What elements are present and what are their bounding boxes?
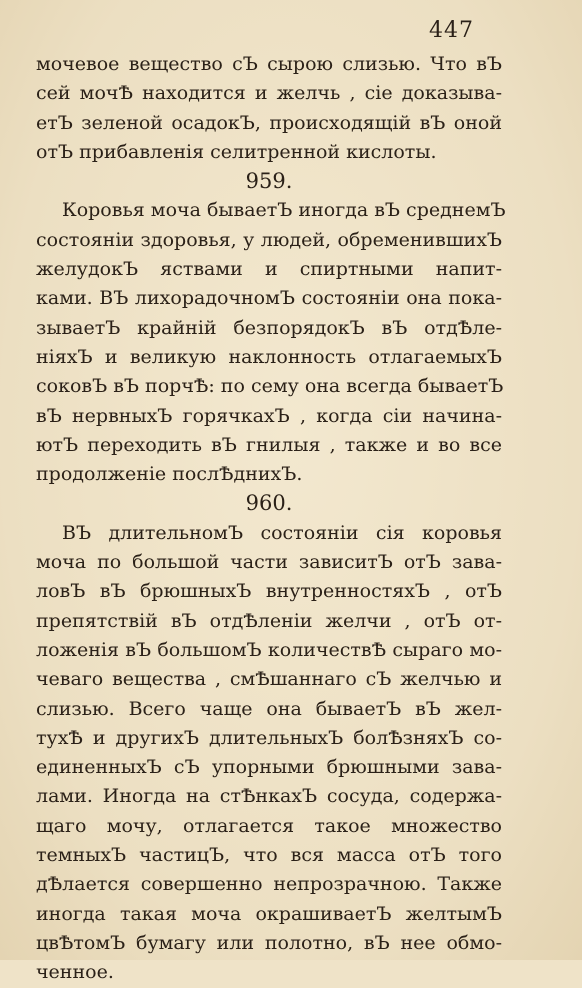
text-line: ложенія вЪ большомЪ количествѢ сыраго мо- xyxy=(36,638,502,661)
text-line: Коровья моча бываетЪ иногда вЪ среднемЪ xyxy=(62,199,506,222)
text-line: тухѢ и другихЪ длительныхЪ болѢзняхЪ со- xyxy=(36,726,502,749)
text-line: ловЪ вЪ брюшныхЪ внутренностяхЪ , отЪ xyxy=(36,580,502,603)
text-line: темныхЪ частицЪ, что вся масса отЪ того xyxy=(36,844,502,867)
text-line: иногда такая моча окрашиваетЪ желтымЪ xyxy=(36,902,502,925)
paragraph xyxy=(36,519,502,988)
text-line: лами. Иногда на стѢнкахЪ сосуда, содержа- xyxy=(36,785,502,808)
paragraph xyxy=(36,196,506,489)
section-number: 959. xyxy=(245,169,293,194)
text-line: состояніи здоровья, у людей, обременившихЪ xyxy=(36,228,502,251)
text-line: желудокЪ яствами и спиртными напит- xyxy=(36,258,502,281)
paragraph xyxy=(36,50,502,167)
text-line: ками. ВЪ лихорадочномЪ состояніи она пока- xyxy=(36,287,502,310)
text-line: цвѢтомЪ бумагу или полотно, вЪ нее обмо- xyxy=(36,931,502,954)
text-line: соковЪ вЪ порчѢ: по сему она всегда бываетЪ xyxy=(36,375,504,398)
text-line: моча по большой части зависитЪ отЪ зава- xyxy=(36,551,502,574)
text-line: слизью. Всего чаще она бываетЪ вЪ жел- xyxy=(36,697,502,720)
text-line: ченное. xyxy=(36,961,114,984)
text-line: единенныхЪ сЪ упорными брюшными зава- xyxy=(36,756,502,779)
page-number: 447 xyxy=(429,18,474,43)
text-line: зываетЪ крайній безпорядокЪ вЪ отдѢле- xyxy=(36,316,502,339)
page-text xyxy=(36,50,506,988)
section-number: 960. xyxy=(245,491,293,516)
text-line: сей мочѢ находится и желчь , сіе доказыва- xyxy=(36,82,502,105)
text-line: вЪ нервныхЪ горячкахЪ , когда сіи начина- xyxy=(36,404,502,427)
text-line: мочевое вещество сЪ сырою слизью. Что вЪ xyxy=(36,53,502,75)
text-line: ютЪ переходить вЪ гнилыя , также и во все xyxy=(36,433,502,456)
text-line: продолженіе послѢднихЪ. xyxy=(36,463,303,486)
text-line: дѢлается совершенно непрозрачною. Также xyxy=(36,873,502,896)
text-line: чеваго вещества , смѢшаннаго сЪ желчью и xyxy=(36,668,502,691)
text-line: щаго мочу, отлагается такое множество xyxy=(36,814,502,837)
text-line: етЪ зеленой осадокЪ, происходящій вЪ оной xyxy=(36,111,502,134)
text-line: отЪ прибавленія селитренной кислоты. xyxy=(36,140,437,163)
text-line: ніяхЪ и великую наклонность отлагаемыхЪ xyxy=(36,345,502,368)
text-line: препятствій вЪ отдѢленіи желчи , отЪ от- xyxy=(36,609,502,632)
text-line: ВЪ длительномЪ состояніи сія коровья xyxy=(62,521,502,544)
